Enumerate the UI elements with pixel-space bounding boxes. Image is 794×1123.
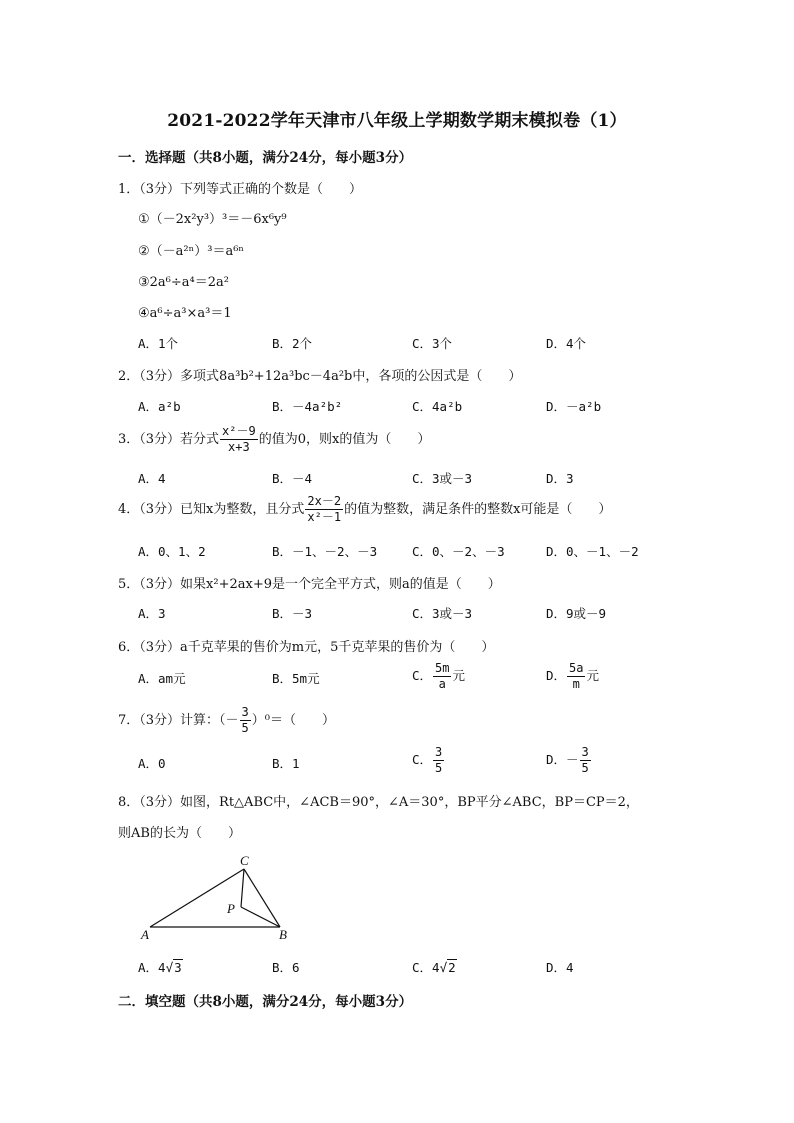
q8-option-a-radicand: 3 bbox=[174, 960, 182, 975]
question-8-stem-line-2: 则AB的长为（ ） bbox=[118, 826, 241, 841]
question-1-item-1: ①（－2x²y³）³＝－6x⁶y⁹ bbox=[138, 212, 287, 227]
q4-fraction-denominator: x²－1 bbox=[307, 510, 342, 524]
question-1-stem: 1．（3分）下列等式正确的个数是（ ） bbox=[118, 182, 363, 197]
question-3-stem bbox=[118, 424, 430, 455]
q6-option-c-label: C． bbox=[412, 668, 433, 683]
label-b: B bbox=[279, 927, 287, 942]
triangle-figure bbox=[138, 850, 298, 945]
q7-option-a: A．0 bbox=[138, 756, 166, 771]
q5-option-b: B．－3 bbox=[272, 606, 313, 621]
section-fill-heading: 二．填空题（共8小题，满分24分，每小题3分） bbox=[118, 994, 413, 1010]
q6-option-c-unit: 元 bbox=[452, 668, 465, 683]
question-8-stem-line-1: 8．（3分）如图，Rt△ABC中，∠ACB＝90°，∠A＝30°，BP平分∠ABC，BP＝CP＝2， bbox=[118, 795, 639, 810]
question-1-item-2: ②（－a²ⁿ）³＝a⁶ⁿ bbox=[138, 244, 245, 259]
q1-option-a: A．1个 bbox=[138, 336, 179, 351]
question-1-item-3: ③2a⁶÷a⁴＝2a² bbox=[138, 275, 229, 290]
q3-option-d: D．3 bbox=[546, 471, 574, 486]
q6-option-a: A．am元 bbox=[138, 671, 186, 686]
q8-option-c-text: C．4 bbox=[412, 960, 440, 975]
question-1-item-4: ④a⁶÷a³×a³＝1 bbox=[138, 306, 232, 321]
question-4-stem bbox=[118, 494, 611, 525]
q6-option-d-unit: 元 bbox=[586, 668, 599, 683]
q7-option-c-label: C． bbox=[412, 752, 433, 767]
q7-option-d-fraction bbox=[580, 745, 591, 776]
sqrt-icon: √ bbox=[439, 960, 448, 975]
q3-stem-post: 的值为0，则x的值为（ ） bbox=[258, 432, 431, 447]
q7-stem-pre: 7．（3分）计算：（－ bbox=[118, 713, 239, 728]
q7-option-b: B．1 bbox=[272, 756, 300, 771]
q8-option-c bbox=[412, 958, 457, 976]
q5-option-d: D．9或－9 bbox=[546, 606, 607, 621]
q6-option-d-label: D． bbox=[546, 668, 567, 683]
q7-option-c-fraction bbox=[433, 745, 444, 776]
q7-fraction-denominator: 5 bbox=[241, 721, 249, 735]
q8-option-d: D．4 bbox=[546, 960, 574, 975]
q2-option-a: A．a²b bbox=[138, 399, 181, 414]
q6-option-c-fraction bbox=[433, 661, 451, 692]
question-2-stem: 2．（3分）多项式8a³b²+12a³bc－4a²b中，各项的公因式是（ ） bbox=[118, 369, 522, 384]
q3-option-a: A．4 bbox=[138, 471, 166, 486]
q8-option-b: B．6 bbox=[272, 960, 300, 975]
q1-option-c: C．3个 bbox=[412, 336, 453, 351]
segment-cp bbox=[241, 869, 244, 907]
q6-option-d-numerator: 5a bbox=[569, 661, 584, 675]
q8-option-c-radicand: 2 bbox=[448, 960, 456, 975]
label-a: A bbox=[141, 927, 149, 942]
question-7-stem bbox=[118, 705, 335, 736]
q6-option-d-denominator: m bbox=[572, 677, 580, 691]
q3-stem-pre: 3．（3分）若分式 bbox=[118, 432, 220, 447]
q2-option-d: D．－a²b bbox=[546, 399, 602, 414]
q7-option-c-denominator: 5 bbox=[435, 761, 443, 775]
q6-option-c-numerator: 5m bbox=[435, 661, 450, 675]
q7-fraction bbox=[240, 705, 251, 736]
q6-option-c-denominator: a bbox=[438, 677, 446, 691]
q6-option-b: B．5m元 bbox=[272, 671, 320, 686]
q7-option-c-numerator: 3 bbox=[435, 745, 443, 759]
sqrt-icon: √ bbox=[165, 960, 174, 975]
q1-option-d: D．4个 bbox=[546, 336, 587, 351]
q2-option-c: C．4a²b bbox=[412, 399, 463, 414]
question-5-stem: 5．（3分）如果x²+2ax+9是一个完全平方式，则a的值是（ ） bbox=[118, 577, 501, 592]
q6-option-d-fraction bbox=[567, 661, 585, 692]
q3-fraction-numerator: x²－9 bbox=[222, 424, 256, 438]
q3-fraction bbox=[220, 424, 258, 455]
q4-option-d: D．0、－1、－2 bbox=[546, 544, 639, 559]
label-p: P bbox=[227, 901, 235, 916]
q6-option-d bbox=[546, 661, 599, 692]
q4-stem-pre: 4．（3分）已知x为整数，且分式 bbox=[118, 502, 305, 517]
q7-option-d-numerator: 3 bbox=[581, 745, 589, 759]
q7-option-d-denominator: 5 bbox=[581, 761, 589, 775]
page-title: 2021-2022学年天津市八年级上学期数学期末模拟卷（1） bbox=[167, 111, 627, 131]
q7-option-c bbox=[412, 745, 445, 776]
q7-option-d-label: D．－ bbox=[546, 752, 579, 767]
q8-option-a-text: A．4 bbox=[138, 960, 166, 975]
label-c: C bbox=[240, 853, 249, 868]
q4-fraction bbox=[305, 494, 343, 525]
section-choice-heading: 一．选择题（共8小题，满分24分，每小题3分） bbox=[118, 150, 413, 166]
q4-stem-post: 的值为整数，满足条件的整数x可能是（ ） bbox=[344, 502, 612, 517]
q4-fraction-numerator: 2x－2 bbox=[307, 494, 342, 508]
q4-option-b: B．－1、－2、－3 bbox=[272, 544, 378, 559]
question-6-stem: 6．（3分）a千克苹果的售价为m元，5千克苹果的售价为（ ） bbox=[118, 640, 495, 655]
q4-option-c: C．0、－2、－3 bbox=[412, 544, 505, 559]
q2-option-b: B．－4a²b² bbox=[272, 399, 343, 414]
q3-option-b: B．－4 bbox=[272, 471, 313, 486]
q6-option-c bbox=[412, 661, 465, 692]
q7-option-d bbox=[546, 745, 592, 776]
segment-ac bbox=[150, 869, 244, 927]
q7-stem-post: ）⁰＝（ ） bbox=[251, 713, 335, 728]
q7-fraction-numerator: 3 bbox=[241, 705, 249, 719]
q3-fraction-denominator: x+3 bbox=[228, 440, 250, 454]
q5-option-c: C．3或－3 bbox=[412, 606, 473, 621]
q1-option-b: B．2个 bbox=[272, 336, 313, 351]
q4-option-a: A．0、1、2 bbox=[138, 544, 206, 559]
q3-option-c: C．3或－3 bbox=[412, 471, 473, 486]
q8-option-a bbox=[138, 958, 183, 976]
q5-option-a: A．3 bbox=[138, 606, 166, 621]
